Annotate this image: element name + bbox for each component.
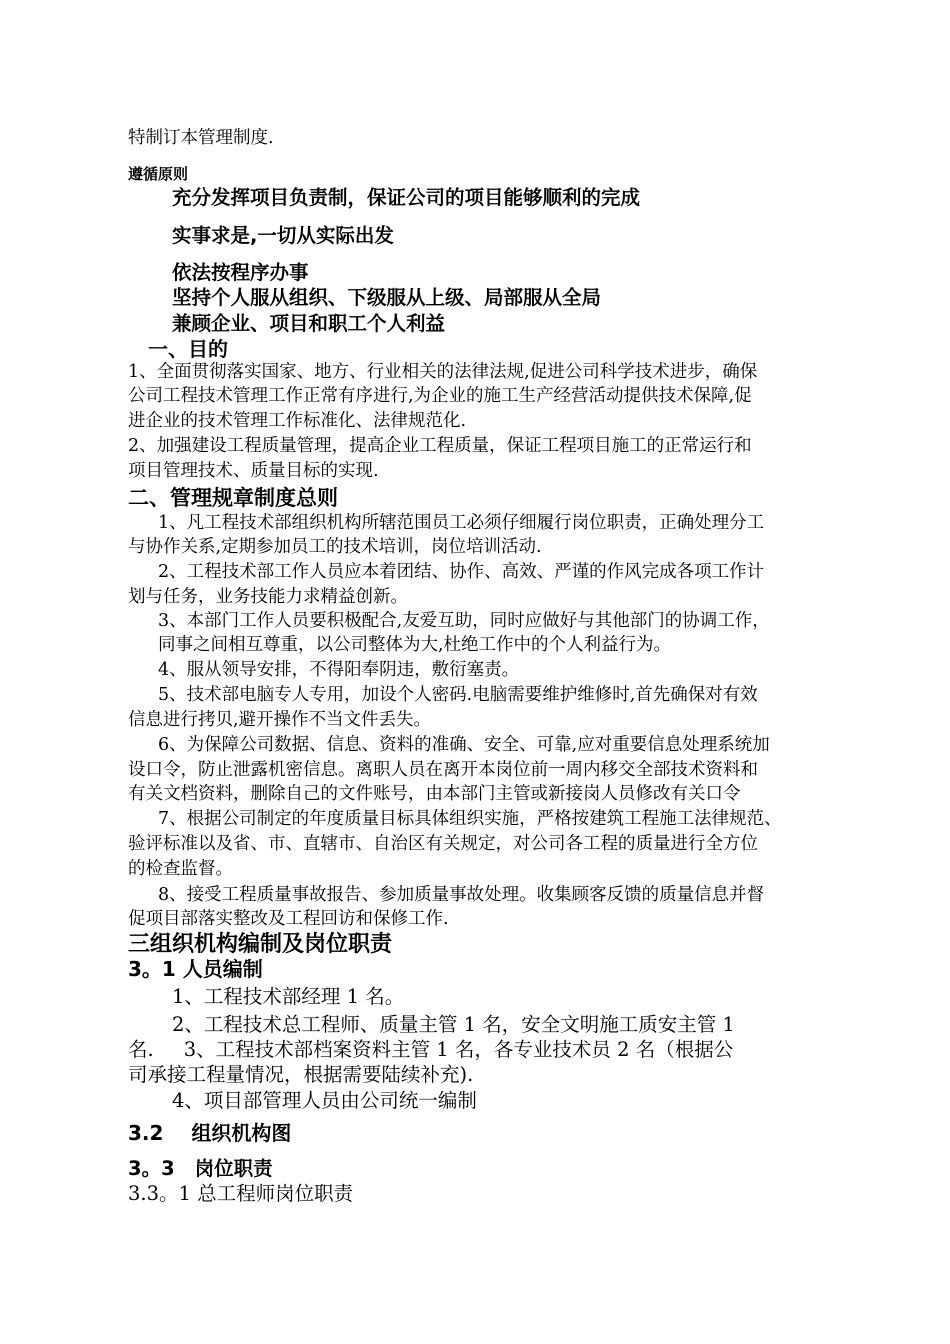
section2-line: 8、接受工程质量事故报告、参加质量事故处理。收集顾客反馈的质量信息并督 xyxy=(158,885,765,905)
staffing-line xyxy=(128,1038,733,1062)
section2-line: 划与任务，业务技能力求精益创新。 xyxy=(128,587,408,607)
section1-line: 1、全面贯彻落实国家、地方、行业相关的法律法规,促进公司科学技术进步，确保 xyxy=(128,362,758,382)
principle-item: 充分发挥项目负责制，保证公司的项目能够顺利的完成 xyxy=(172,186,641,209)
section2-line: 7、根据公司制定的年度质量目标具体组织实施，严格按建筑工程施工法律规范、 xyxy=(158,809,782,829)
section2-heading: 二、管理规章制度总则 xyxy=(128,486,338,510)
section2-line: 3、本部门工作人员要积极配合,友爱互助，同时应做好与其他部门的协调工作， xyxy=(158,611,770,631)
section2-line: 同事之间相互尊重，以公司整体为大,杜绝工作中的个人利益行为。 xyxy=(158,635,672,655)
section2-line: 2、工程技术部工作人员应本着团结、协作、高效、严谨的作风完成各项工作计 xyxy=(158,562,765,582)
staffing-line-part: 名. xyxy=(128,1038,154,1061)
principle-item: 坚持个人服从组织、下级服从上级、局部服从全局 xyxy=(172,286,602,309)
section1-line: 2、加强建设工程质量管理，提高企业工程质量，保证工程项目施工的正常运行和 xyxy=(128,436,752,456)
section2-line: 1、凡工程技术部组织机构所辖范围员工必须仔细履行岗位职责，正确处理分工 xyxy=(158,513,765,533)
section2-line: 促项目部落实整改及工程回访和保修工作. xyxy=(128,909,449,929)
subsection-3-2-heading xyxy=(128,1120,291,1146)
staffing-line: 2、工程技术总工程师、质量主管 1 名，安全文明施工质安主管 1 xyxy=(172,1013,735,1036)
staffing-line: 4、项目部管理人员由公司统一编制 xyxy=(172,1089,477,1112)
section2-line: 验评标准以及省、市、直辖市、自治区有关规定，对公司各工程的质量进行全方位 xyxy=(128,834,758,854)
section2-line: 与协作关系,定期参加员工的技术培训，岗位培训活动. xyxy=(128,537,542,557)
section1-line: 公司工程技术管理工作正常有序进行,为企业的施工生产经营活动提供技术保障,促 xyxy=(128,386,752,406)
section3-heading: 三组织机构编制及岗位职责 xyxy=(128,932,393,957)
section1-line: 项目管理技术、质量目标的实现. xyxy=(128,461,379,481)
staffing-line-part: 3、工程技术部档案资料主管 1 名，各专业技术员 2 名（根据公 xyxy=(183,1038,734,1061)
intro-line: 特制订本管理制度. xyxy=(128,128,274,148)
principle-item: 实事求是,一切从实际出发 xyxy=(172,224,394,247)
staffing-line: 司承接工程量情况，根据需要陆续补充). xyxy=(128,1063,474,1086)
subsection-3-3-1-heading: 3.3。1 总工程师岗位职责 xyxy=(128,1182,354,1205)
section2-line: 4、服从领导安排，不得阳奉阴违，敷衍塞责。 xyxy=(158,660,520,680)
subsection-title: 岗位职责 xyxy=(194,1157,273,1180)
section2-line: 设口令，防止泄露机密信息。离职人员在离开本岗位前一周内移交全部技术资料和 xyxy=(128,760,758,780)
subsection-3-1-heading: 3。1 人员编制 xyxy=(128,957,263,981)
principle-item: 兼顾企业、项目和职工个人利益 xyxy=(172,312,446,335)
section1-line: 进企业的技术管理工作标准化、法律规范化. xyxy=(128,411,467,431)
principles-heading: 遵循原则 xyxy=(128,165,189,183)
section2-line: 5、技术部电脑专人专用，加设个人密码.电脑需要维护维修时,首先确保对有效 xyxy=(158,685,758,705)
subsection-3-3-heading xyxy=(128,1157,273,1181)
subsection-title: 组织机构图 xyxy=(191,1121,292,1145)
subsection-number: 3.2 xyxy=(128,1121,164,1145)
section2-line: 6、为保障公司数据、信息、资料的准确、安全、可靠,应对重要信息处理系统加 xyxy=(158,735,770,755)
subsection-number: 3。3 xyxy=(128,1157,175,1180)
section1-heading: 一、目的 xyxy=(148,337,228,361)
staffing-line: 1、工程技术部经理 1 名。 xyxy=(172,985,405,1008)
principle-item: 依法按程序办事 xyxy=(172,261,309,284)
section2-line: 的检查监督。 xyxy=(128,859,233,879)
section2-line: 有关文档资料，删除自己的文件账号，由本部门主管或新接岗人员修改有关口令 xyxy=(128,784,741,804)
section2-line: 信息进行拷贝,避开操作不当文件丢失。 xyxy=(128,710,432,730)
